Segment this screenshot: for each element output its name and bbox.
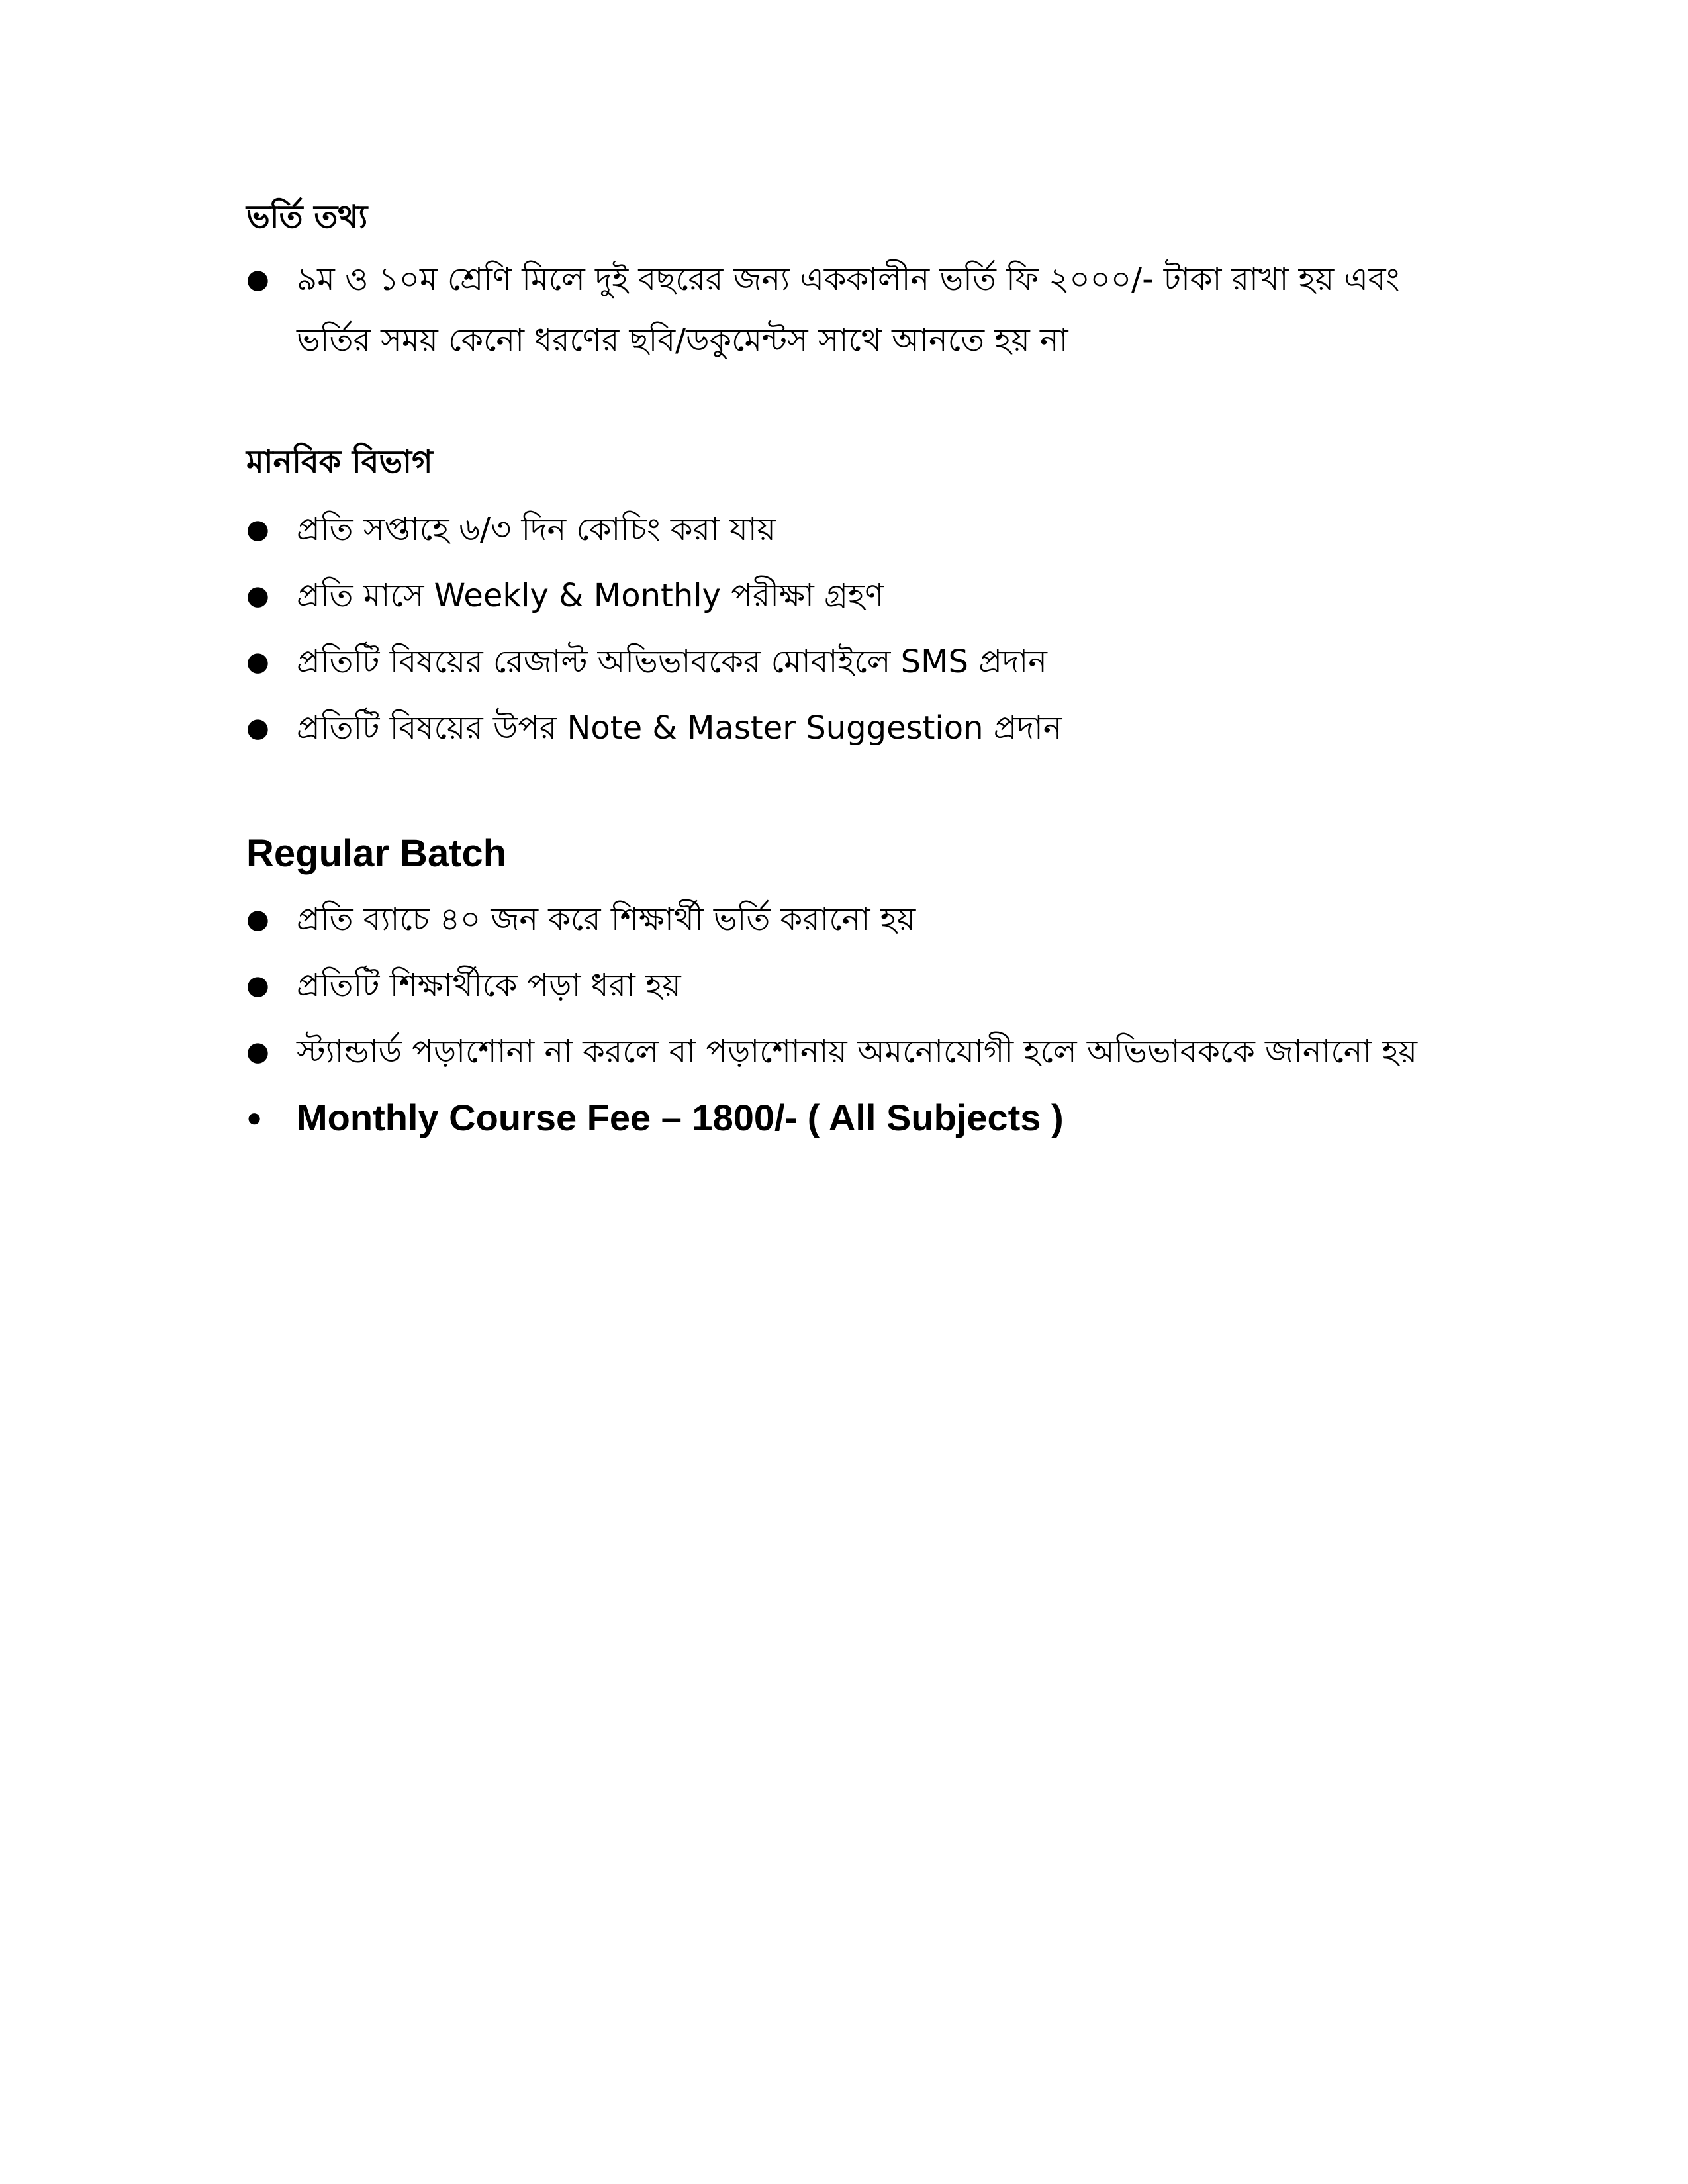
admission-info-heading: ভর্তি তথ্য <box>246 199 368 236</box>
admission-info-list <box>246 249 1477 371</box>
regular-batch-section <box>246 831 1477 1151</box>
list-item <box>246 496 1477 563</box>
bullet-icon: ● <box>246 646 269 677</box>
regular-batch-list <box>246 886 1477 1151</box>
list-item <box>246 695 1477 761</box>
list-item-text: প্রতি সপ্তাহে ৬/৩ দিন কোচিং করা যায় <box>297 510 776 548</box>
bullet-icon: ● <box>246 263 269 295</box>
bullet-icon: ● <box>246 1036 269 1067</box>
list-item <box>246 629 1477 695</box>
monthly-fee-item <box>246 1085 1477 1151</box>
regular-batch-heading: Regular Batch <box>246 832 507 875</box>
list-item-text: প্রতিটি বিষয়ের উপর Note & Master Suggestion প্রদান <box>297 709 1062 747</box>
list-item <box>246 1019 1477 1085</box>
list-item-text: স্ট্যান্ডার্ড পড়াশোনা না করলে বা পড়াশোনায় অমনোযোগী হলে অভিভাবককে জানানো হয় <box>297 1032 1418 1070</box>
monthly-fee-text: Monthly Course Fee – 1800/- ( All Subjects ) <box>297 1096 1064 1138</box>
humanities-section <box>246 443 1477 761</box>
list-item-text: ৯ম ও ১০ম শ্রেণি মিলে দুই বছরের জন্য এককালীন ভর্তি ফি ২০০০/- টাকা রাখা হয় এবং ভর্তির সময় কেনো ধরণের ছবি/ডকুমেন্টস সাথে আনতে হয় না <box>297 260 1400 359</box>
list-item <box>246 563 1477 629</box>
admission-info-section <box>246 199 1477 371</box>
bullet-icon: ● <box>246 580 269 611</box>
list-item <box>246 249 1477 371</box>
humanities-heading: মানবিক বিভাগ <box>246 443 433 480</box>
list-item-text: প্রতি ব্যাচে ৪০ জন করে শিক্ষার্থী ভর্তি করানো হয় <box>297 900 916 938</box>
list-item-text: প্রতিটি বিষয়ের রেজাল্ট অভিভাবকের মোবাইলে SMS প্রদান <box>297 643 1047 680</box>
bullet-icon: ● <box>246 1103 263 1132</box>
list-item-text: প্রতি মাসে Weekly & Monthly পরীক্ষা গ্রহণ <box>297 576 884 614</box>
list-item <box>246 886 1477 952</box>
bullet-icon: ● <box>246 903 269 934</box>
list-item-text: প্রতিটি শিক্ষার্থীকে পড়া ধরা হয় <box>297 966 681 1004</box>
bullet-icon: ● <box>246 514 269 545</box>
humanities-list <box>246 496 1477 761</box>
bullet-icon: ● <box>246 712 269 743</box>
bullet-icon: ● <box>246 970 269 1001</box>
list-item <box>246 952 1477 1019</box>
